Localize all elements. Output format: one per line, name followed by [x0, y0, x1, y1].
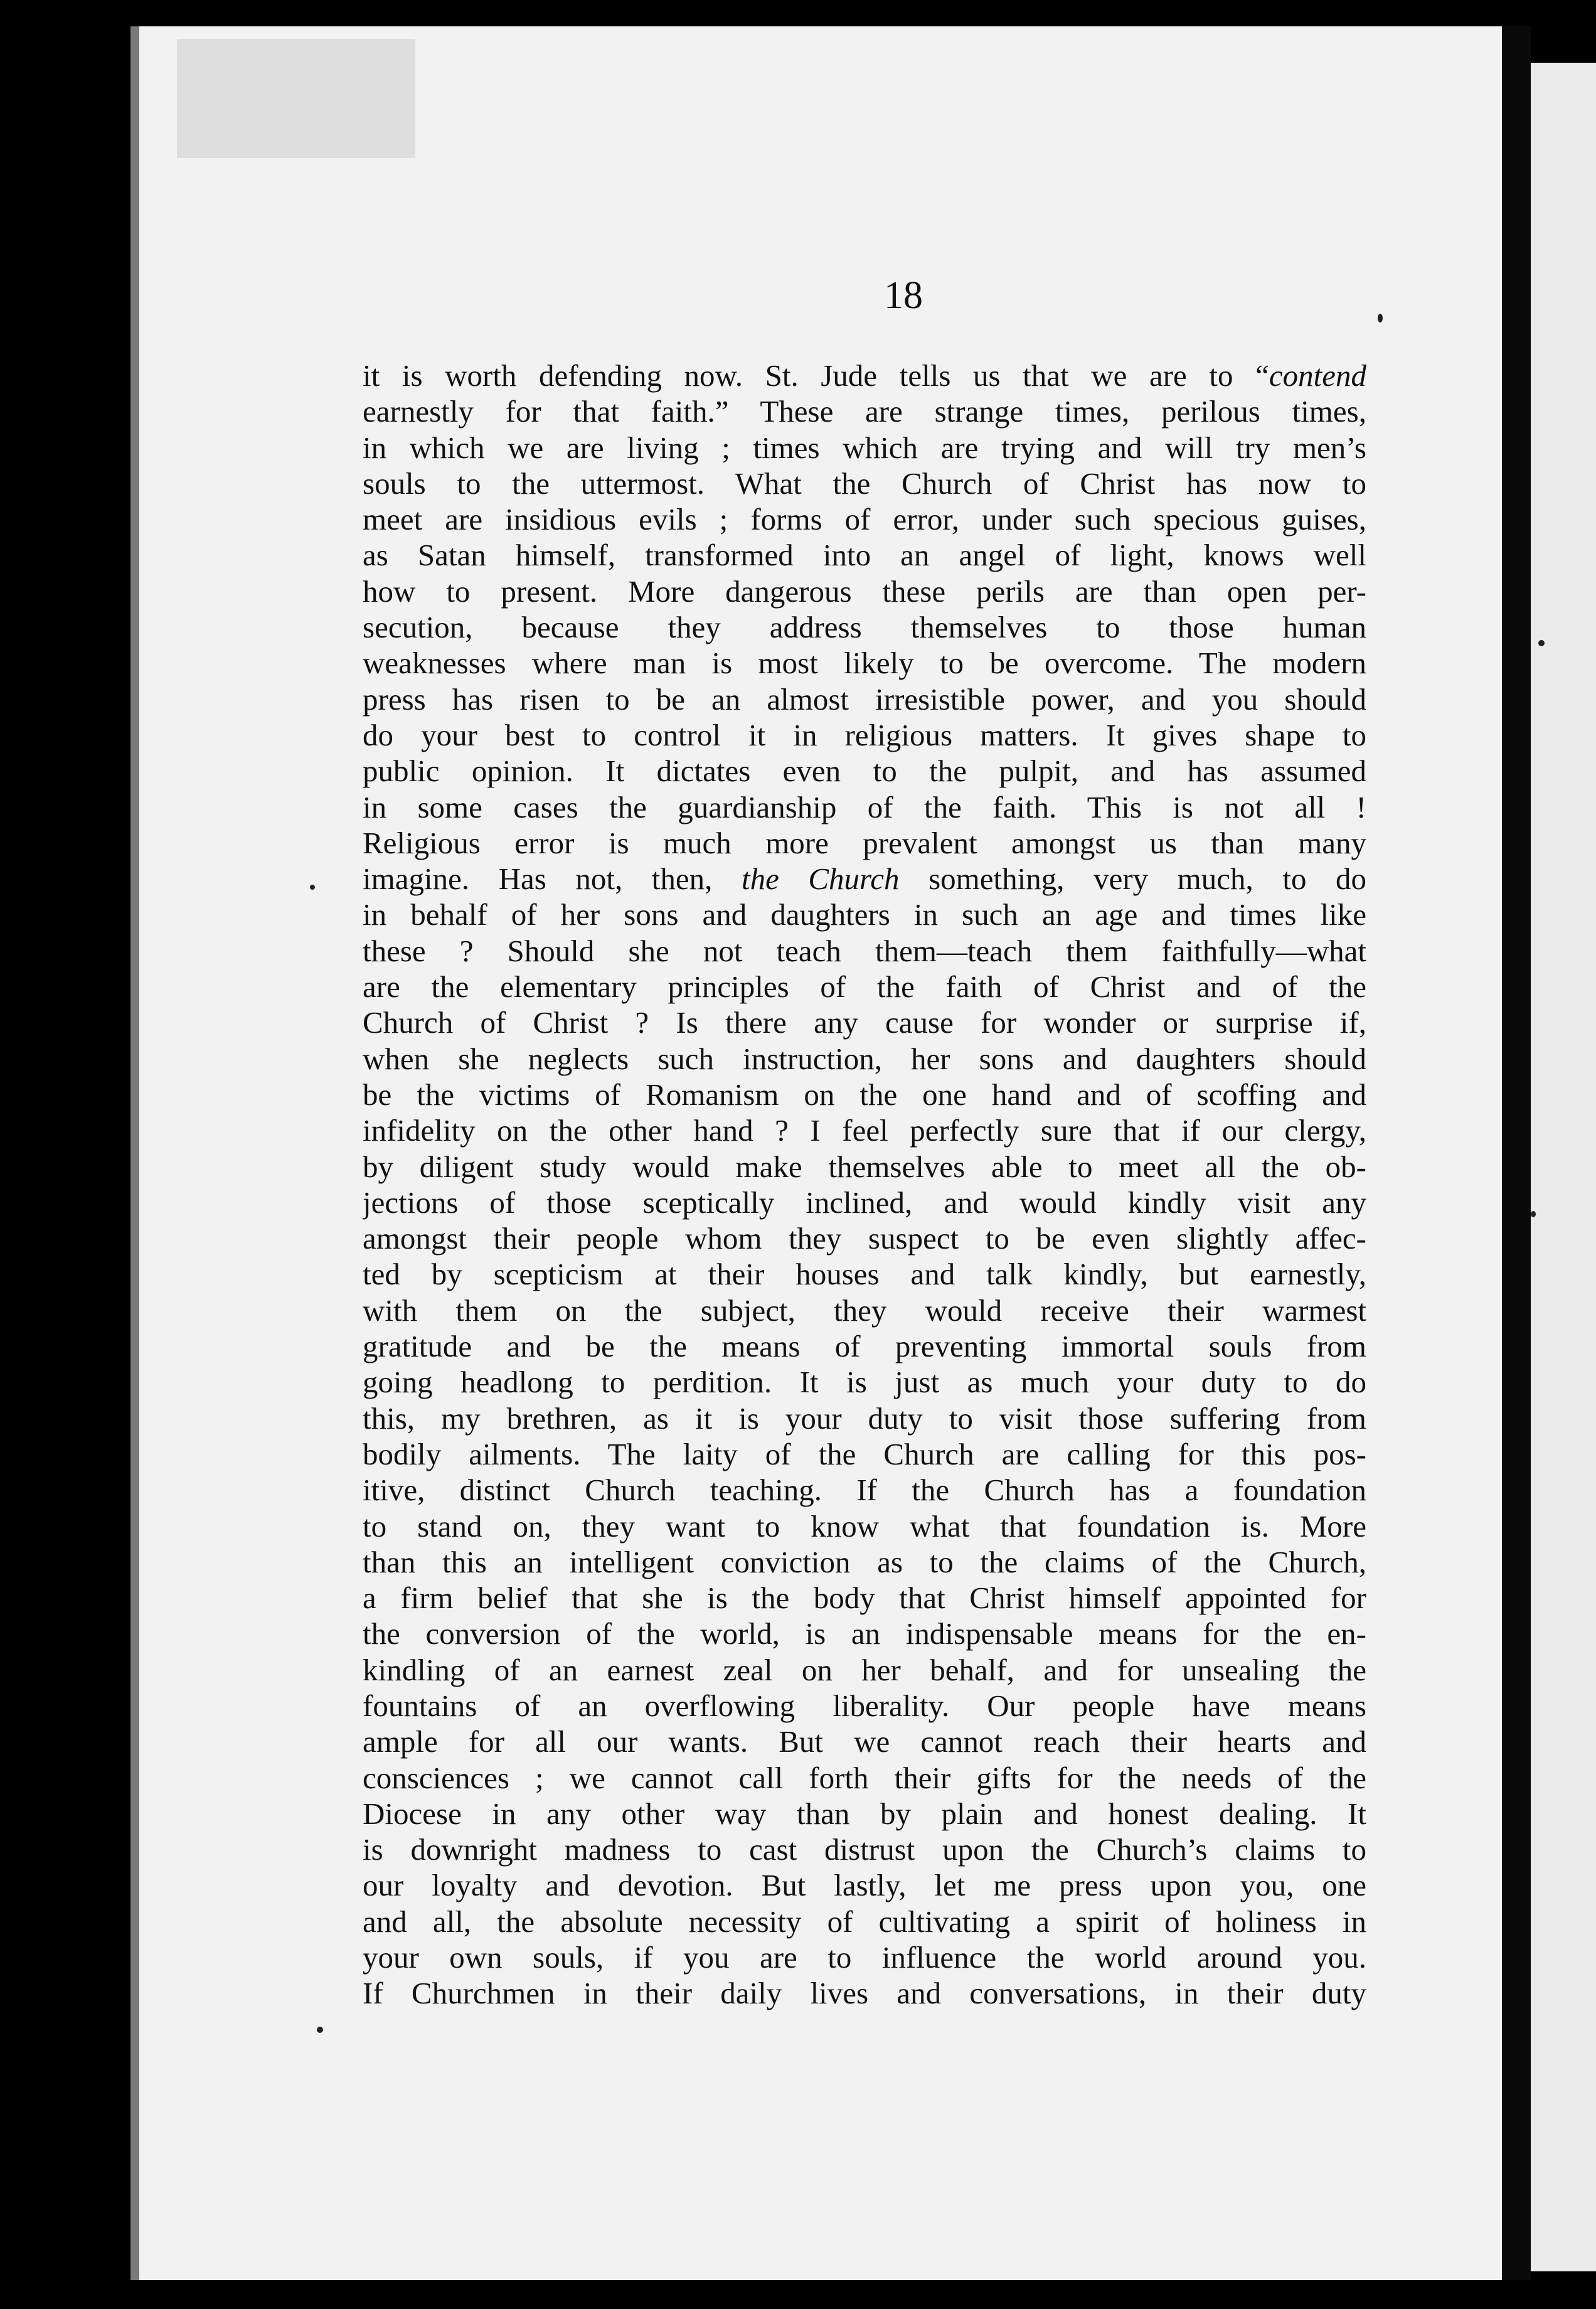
page-number: 18	[884, 274, 923, 317]
text-line: infidelity on the other hand ? I feel perfectly sure that if our clergy,	[363, 1113, 1366, 1148]
text-line: amongst their people whom they suspect to be even slightly affec-	[363, 1221, 1366, 1256]
emphasis: the Church	[741, 861, 900, 897]
text-line: and all, the absolute necessity of cultivating a spirit of holiness in	[363, 1904, 1366, 1939]
text-line: weaknesses where man is most likely to be overcome. The modern	[363, 646, 1366, 681]
scan-speck	[310, 885, 315, 890]
text-line: ted by scepticism at their houses and talk kindly, but earnestly,	[363, 1257, 1366, 1292]
text-line: how to present. More dangerous these perils are than open per-	[363, 573, 1366, 609]
text-line: in behalf of her sons and daughters in such an age and times like	[363, 897, 1366, 932]
body-text	[363, 358, 1366, 2012]
text-line: in some cases the guardianship of the faith. This is not all !	[363, 789, 1366, 824]
text-line: these ? Should she not teach them—teach them faithfully—what	[363, 933, 1366, 968]
scan-speck	[1378, 314, 1383, 323]
text-line: going headlong to perdition. It is just as much your duty to do	[363, 1365, 1366, 1400]
text-line: jections of those sceptically inclined, and would kindly visit any	[363, 1185, 1366, 1220]
text-line: meet are insidious evils ; forms of error, under such specious guises,	[363, 502, 1366, 537]
text-line: is downright madness to cast distrust upon the Church’s claims to	[363, 1832, 1366, 1867]
page-stain	[177, 39, 415, 158]
text-line: it is worth defending now. St. Jude tells us that we are to “contend	[363, 358, 1366, 393]
text-line: itive, distinct Church teaching. If the Church has a foundation	[363, 1473, 1366, 1508]
emphasis: contend	[1269, 358, 1366, 393]
text-line: are the elementary principles of the faith of Christ and of the	[363, 969, 1366, 1005]
text-line: to stand on, they want to know what that foundation is. More	[363, 1508, 1366, 1544]
text-line: consciences ; we cannot call forth their gifts for the needs of the	[363, 1760, 1366, 1795]
text-line: gratitude and be the means of preventing immortal souls from	[363, 1329, 1366, 1364]
text-line: ample for all our wants. But we cannot reach their hearts and	[363, 1724, 1366, 1759]
text-line: in which we are living ; times which are trying and will try men’s	[363, 430, 1366, 465]
text-line: Diocese in any other way than by plain and honest dealing. It	[363, 1796, 1366, 1831]
text-line: your own souls, if you are to influence the world around you.	[363, 1940, 1366, 1975]
text-line: be the victims of Romanism on the one hand and of scoffing and	[363, 1077, 1366, 1112]
text-line: our loyalty and devotion. But lastly, let me press upon you, one	[363, 1868, 1366, 1903]
text-line: souls to the uttermost. What the Church of Christ has now to	[363, 466, 1366, 501]
scan-speck	[1538, 640, 1545, 646]
text-line: the conversion of the world, is an indispensable means for the en-	[363, 1616, 1366, 1651]
text-line: with them on the subject, they would receive their warmest	[363, 1293, 1366, 1328]
text-line: a firm belief that she is the body that Christ himself appointed for	[363, 1581, 1366, 1616]
text-line: earnestly for that faith.” These are strange times, perilous times,	[363, 394, 1366, 429]
text-line: do your best to control it in religious matters. It gives shape to	[363, 717, 1366, 752]
text-line: If Churchmen in their daily lives and conversations, in their duty	[363, 1976, 1366, 2011]
facing-page-edge	[1531, 63, 1596, 2271]
text-line: by diligent study would make themselves able to meet all the ob-	[363, 1149, 1366, 1184]
text-line: imagine. Has not, then, the Church something, very much, to do	[363, 861, 1366, 897]
text-line: when she neglects such instruction, her sons and daughters should	[363, 1041, 1366, 1076]
text-line: public opinion. It dictates even to the pulpit, and has assumed	[363, 754, 1366, 789]
scan-speck	[317, 2027, 323, 2033]
page-gutter	[1502, 26, 1531, 2280]
text-line: kindling of an earnest zeal on her behalf, and for unsealing the	[363, 1652, 1366, 1687]
scan-speck	[1531, 1211, 1536, 1217]
text-line: than this an intelligent conviction as to the claims of the Church,	[363, 1544, 1366, 1579]
text-line: Religious error is much more prevalent amongst us than many	[363, 825, 1366, 860]
text-line: Church of Christ ? Is there any cause for wonder or surprise if,	[363, 1005, 1366, 1040]
text-line: this, my brethren, as it is your duty to visit those suffering from	[363, 1400, 1366, 1436]
text-line: as Satan himself, transformed into an angel of light, knows well	[363, 538, 1366, 573]
text-line: bodily ailments. The laity of the Church are calling for this pos-	[363, 1436, 1366, 1471]
text-line: fountains of an overflowing liberality. Our people have means	[363, 1688, 1366, 1723]
text-line: press has risen to be an almost irresistible power, and you should	[363, 681, 1366, 717]
text-line: secution, because they address themselves to those human	[363, 610, 1366, 645]
